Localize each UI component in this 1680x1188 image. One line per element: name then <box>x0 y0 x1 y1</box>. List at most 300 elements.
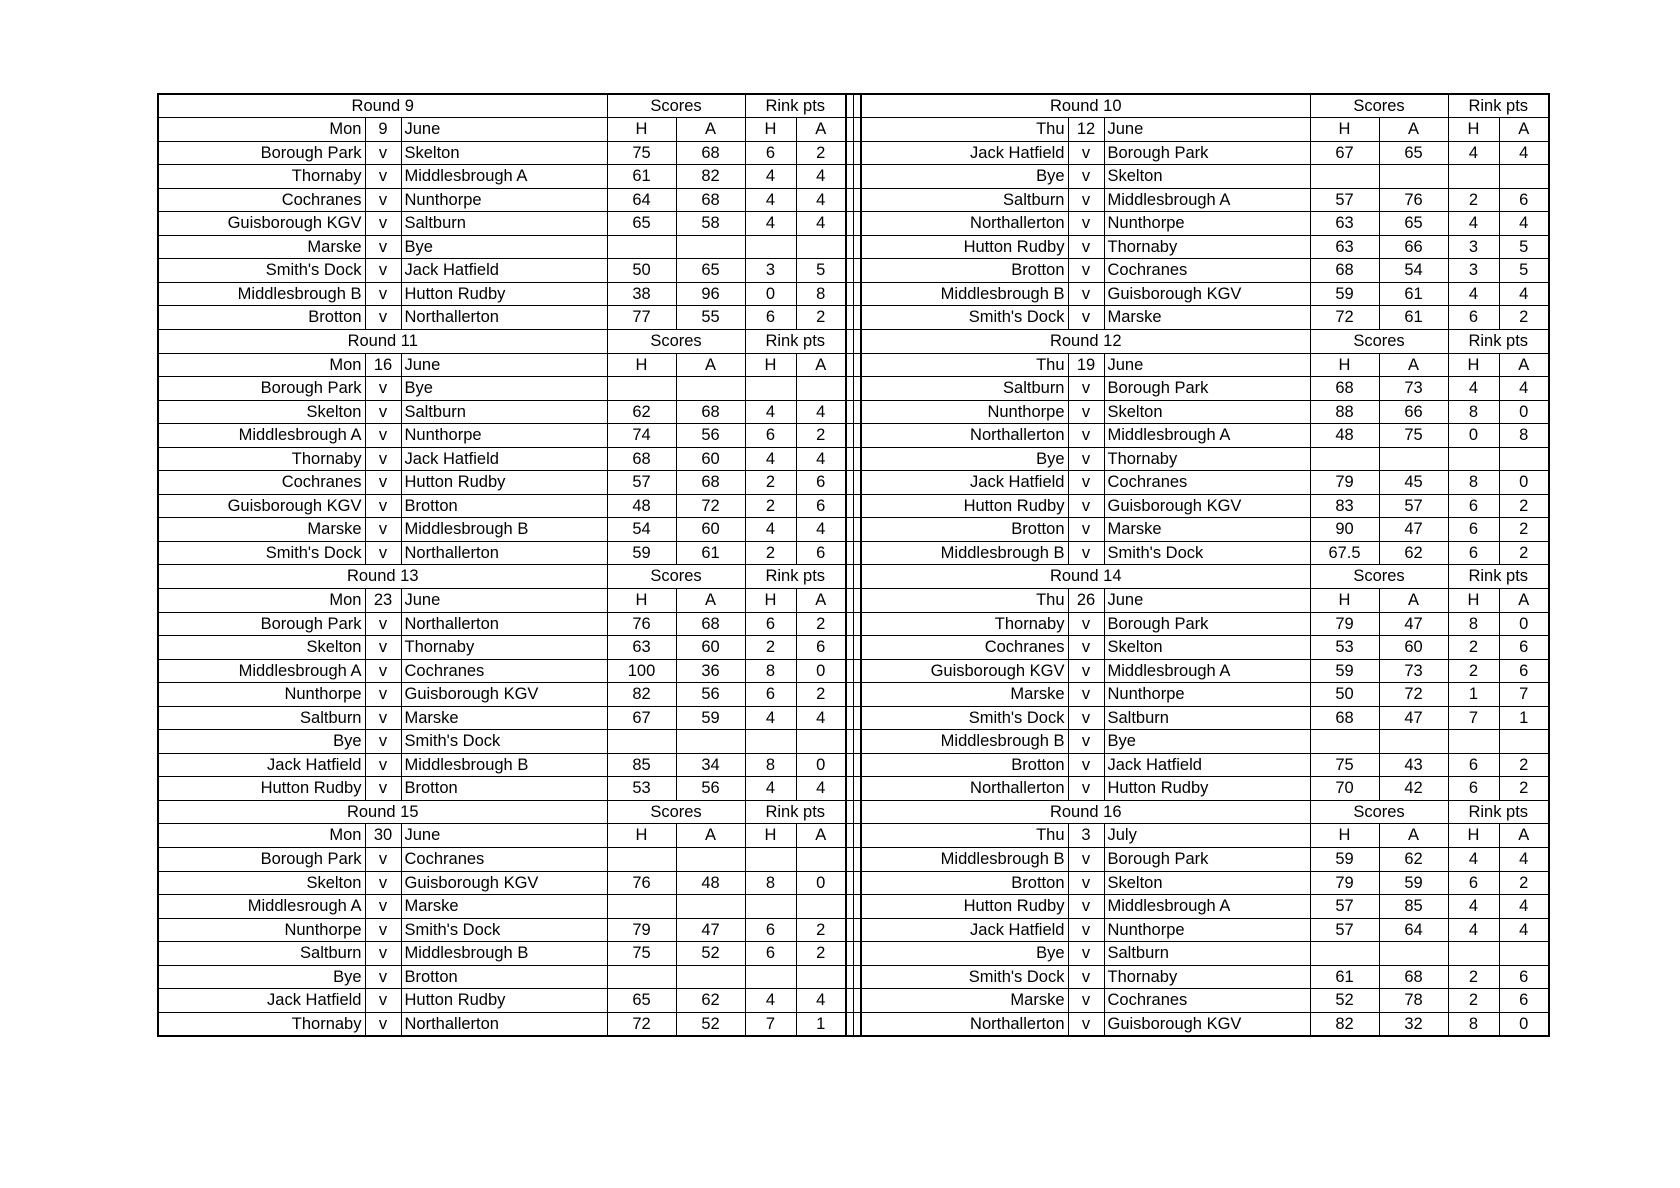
away-rink-points: 0 <box>1499 1012 1549 1036</box>
match-row <box>158 942 1549 966</box>
home-rink-points: 8 <box>745 871 796 895</box>
round-date: 3 <box>1068 824 1104 848</box>
home-team: Jack Hatfield <box>861 471 1068 495</box>
away-rink-points: 6 <box>1499 659 1549 683</box>
home-score: 57 <box>607 471 676 495</box>
column-divider <box>846 683 854 707</box>
home-team: Hutton Rudby <box>861 895 1068 919</box>
home-score: 63 <box>607 636 676 660</box>
home-score: 82 <box>607 683 676 707</box>
home-team: Saltburn <box>158 942 365 966</box>
versus-label: v <box>1068 777 1104 801</box>
home-rink-points <box>745 895 796 919</box>
home-score: 53 <box>1310 636 1379 660</box>
away-team: Saltburn <box>1104 706 1310 730</box>
away-team: Jack Hatfield <box>401 259 607 283</box>
column-divider <box>846 895 854 919</box>
away-team: Smith's Dock <box>1104 541 1310 565</box>
versus-label: v <box>365 659 401 683</box>
column-divider <box>846 165 854 189</box>
scores-away-header: A <box>1379 118 1448 142</box>
away-score <box>676 730 745 754</box>
away-team: Smith's Dock <box>401 918 607 942</box>
column-divider <box>846 800 854 824</box>
column-divider <box>846 471 854 495</box>
away-rink-points: 0 <box>1499 471 1549 495</box>
column-divider <box>846 824 854 848</box>
home-team: Jack Hatfield <box>158 989 365 1013</box>
home-score: 88 <box>1310 400 1379 424</box>
away-rink-points: 2 <box>1499 777 1549 801</box>
away-rink-points: 8 <box>796 282 846 306</box>
match-row <box>158 188 1549 212</box>
column-divider <box>854 377 862 401</box>
away-team: Saltburn <box>1104 942 1310 966</box>
away-score: 61 <box>1379 306 1448 330</box>
home-score: 77 <box>607 306 676 330</box>
column-divider <box>854 259 862 283</box>
home-rink-points: 4 <box>1448 377 1499 401</box>
home-score: 65 <box>607 989 676 1013</box>
home-rink-points: 4 <box>745 188 796 212</box>
home-rink-points: 6 <box>745 141 796 165</box>
column-divider <box>846 306 854 330</box>
home-rink-points: 8 <box>1448 471 1499 495</box>
away-score: 62 <box>676 989 745 1013</box>
home-rink-points: 6 <box>1448 541 1499 565</box>
home-rink-points: 8 <box>745 753 796 777</box>
away-team: Skelton <box>1104 400 1310 424</box>
column-divider <box>846 282 854 306</box>
away-score: 64 <box>1379 918 1448 942</box>
versus-label: v <box>365 730 401 754</box>
away-team: Jack Hatfield <box>1104 753 1310 777</box>
column-divider <box>846 212 854 236</box>
away-score <box>1379 942 1448 966</box>
match-row <box>158 212 1549 236</box>
versus-label: v <box>365 636 401 660</box>
away-team: Borough Park <box>1104 377 1310 401</box>
column-divider <box>846 565 854 589</box>
home-team: Hutton Rudby <box>158 777 365 801</box>
away-team: Northallerton <box>401 1012 607 1036</box>
home-rink-points: 6 <box>1448 518 1499 542</box>
match-row <box>158 1012 1549 1036</box>
scores-header: Scores <box>607 565 745 589</box>
away-rink-points <box>1499 447 1549 471</box>
away-team: Middlesbrough A <box>1104 659 1310 683</box>
home-score: 75 <box>607 942 676 966</box>
away-team: Northallerton <box>401 306 607 330</box>
home-rink-points <box>1448 942 1499 966</box>
versus-label: v <box>365 400 401 424</box>
away-rink-points: 7 <box>1499 683 1549 707</box>
away-score: 59 <box>676 706 745 730</box>
away-rink-points <box>796 965 846 989</box>
home-score: 48 <box>1310 424 1379 448</box>
match-row <box>158 989 1549 1013</box>
rink-pts-header: Rink pts <box>1448 565 1549 589</box>
home-score: 68 <box>1310 377 1379 401</box>
match-row <box>158 235 1549 259</box>
away-rink-points: 2 <box>796 306 846 330</box>
home-rink-points: 4 <box>745 777 796 801</box>
away-score: 62 <box>1379 848 1448 872</box>
rink-pts-header: Rink pts <box>1448 800 1549 824</box>
versus-label: v <box>1068 989 1104 1013</box>
away-score: 66 <box>1379 400 1448 424</box>
home-score: 79 <box>1310 471 1379 495</box>
home-score: 67.5 <box>1310 541 1379 565</box>
match-row <box>158 494 1549 518</box>
rink-away-header: A <box>1499 588 1549 612</box>
home-rink-points: 1 <box>1448 683 1499 707</box>
scores-header: Scores <box>607 94 745 118</box>
versus-label: v <box>1068 612 1104 636</box>
versus-label: v <box>365 706 401 730</box>
away-team: Hutton Rudby <box>401 471 607 495</box>
home-score: 62 <box>607 400 676 424</box>
home-team: Borough Park <box>158 848 365 872</box>
home-rink-points: 8 <box>1448 400 1499 424</box>
away-score: 82 <box>676 165 745 189</box>
home-score: 79 <box>1310 612 1379 636</box>
away-score: 68 <box>676 471 745 495</box>
home-team: Smith's Dock <box>158 259 365 283</box>
home-team: Cochranes <box>861 636 1068 660</box>
away-team: Nunthorpe <box>1104 918 1310 942</box>
away-rink-points: 2 <box>1499 871 1549 895</box>
away-team: Brotton <box>401 494 607 518</box>
round-day: Thu <box>861 118 1068 142</box>
column-divider <box>854 989 862 1013</box>
home-score: 82 <box>1310 1012 1379 1036</box>
match-row <box>158 871 1549 895</box>
away-score: 68 <box>676 400 745 424</box>
away-team: Marske <box>401 706 607 730</box>
away-rink-points <box>796 235 846 259</box>
versus-label: v <box>1068 306 1104 330</box>
versus-label: v <box>1068 706 1104 730</box>
column-divider <box>846 612 854 636</box>
away-rink-points: 6 <box>1499 188 1549 212</box>
away-rink-points: 4 <box>796 400 846 424</box>
column-divider <box>846 753 854 777</box>
home-rink-points: 2 <box>1448 965 1499 989</box>
away-rink-points <box>1499 165 1549 189</box>
round-header-row <box>158 329 1549 353</box>
home-score: 65 <box>607 212 676 236</box>
column-divider <box>846 989 854 1013</box>
column-divider <box>854 353 862 377</box>
away-rink-points: 0 <box>796 659 846 683</box>
away-team: Guisborough KGV <box>1104 494 1310 518</box>
match-row <box>158 848 1549 872</box>
away-team: Skelton <box>1104 165 1310 189</box>
versus-label: v <box>1068 918 1104 942</box>
home-rink-points: 4 <box>1448 848 1499 872</box>
home-team: Northallerton <box>861 424 1068 448</box>
away-score: 68 <box>1379 965 1448 989</box>
away-score: 47 <box>1379 706 1448 730</box>
home-score: 57 <box>1310 918 1379 942</box>
column-divider <box>846 942 854 966</box>
versus-label: v <box>1068 424 1104 448</box>
versus-label: v <box>1068 730 1104 754</box>
rink-away-header: A <box>796 588 846 612</box>
column-divider <box>854 424 862 448</box>
home-score: 76 <box>607 612 676 636</box>
round-title: Round 10 <box>861 94 1310 118</box>
home-team: Nunthorpe <box>861 400 1068 424</box>
home-team: Borough Park <box>158 141 365 165</box>
home-team: Hutton Rudby <box>861 235 1068 259</box>
home-score <box>607 848 676 872</box>
round-header-row <box>158 94 1549 118</box>
away-rink-points: 4 <box>796 447 846 471</box>
home-score: 52 <box>1310 989 1379 1013</box>
versus-label: v <box>1068 212 1104 236</box>
away-team: Saltburn <box>401 400 607 424</box>
away-score: 60 <box>676 636 745 660</box>
away-rink-points: 4 <box>1499 918 1549 942</box>
versus-label: v <box>365 895 401 919</box>
home-team: Smith's Dock <box>861 965 1068 989</box>
home-score: 63 <box>1310 212 1379 236</box>
column-divider <box>854 165 862 189</box>
versus-label: v <box>1068 871 1104 895</box>
away-rink-points: 2 <box>796 141 846 165</box>
away-team: Brotton <box>401 965 607 989</box>
home-rink-points: 4 <box>1448 918 1499 942</box>
home-team: Cochranes <box>158 471 365 495</box>
away-team: Northallerton <box>401 612 607 636</box>
rink-pts-header: Rink pts <box>1448 94 1549 118</box>
round-title: Round 13 <box>158 565 607 589</box>
column-divider <box>846 424 854 448</box>
home-score: 53 <box>607 777 676 801</box>
home-team: Bye <box>861 165 1068 189</box>
match-row <box>158 612 1549 636</box>
column-divider <box>846 706 854 730</box>
versus-label: v <box>1068 141 1104 165</box>
away-rink-points: 8 <box>1499 424 1549 448</box>
versus-label: v <box>365 259 401 283</box>
fixtures-results-table <box>157 93 1550 1037</box>
versus-label: v <box>365 989 401 1013</box>
away-score: 56 <box>676 777 745 801</box>
away-score: 57 <box>1379 494 1448 518</box>
column-divider <box>854 753 862 777</box>
home-score: 70 <box>1310 777 1379 801</box>
match-row <box>158 895 1549 919</box>
away-team: Hutton Rudby <box>401 282 607 306</box>
home-rink-points: 3 <box>1448 259 1499 283</box>
home-score: 90 <box>1310 518 1379 542</box>
scores-away-header: A <box>676 353 745 377</box>
scores-away-header: A <box>676 588 745 612</box>
away-rink-points: 4 <box>1499 212 1549 236</box>
column-divider <box>846 94 854 118</box>
away-team: Hutton Rudby <box>401 989 607 1013</box>
away-rink-points: 6 <box>1499 965 1549 989</box>
match-row <box>158 636 1549 660</box>
away-rink-points: 6 <box>1499 989 1549 1013</box>
column-divider <box>846 965 854 989</box>
home-score <box>1310 730 1379 754</box>
rink-away-header: A <box>1499 118 1549 142</box>
home-rink-points: 3 <box>1448 235 1499 259</box>
home-rink-points: 2 <box>1448 659 1499 683</box>
scores-home-header: H <box>607 353 676 377</box>
scores-header: Scores <box>1310 565 1448 589</box>
home-team: Middlesbrough B <box>158 282 365 306</box>
home-rink-points <box>1448 447 1499 471</box>
home-rink-points: 0 <box>745 282 796 306</box>
home-score: 67 <box>607 706 676 730</box>
away-rink-points: 4 <box>796 706 846 730</box>
column-divider <box>854 282 862 306</box>
away-team: Skelton <box>1104 871 1310 895</box>
away-team: Middlesbrough A <box>1104 895 1310 919</box>
home-team: Northallerton <box>861 777 1068 801</box>
versus-label: v <box>1068 1012 1104 1036</box>
versus-label: v <box>1068 165 1104 189</box>
home-score: 67 <box>1310 141 1379 165</box>
home-team: Nunthorpe <box>158 683 365 707</box>
column-divider <box>854 824 862 848</box>
column-divider <box>854 565 862 589</box>
away-score: 68 <box>676 141 745 165</box>
versus-label: v <box>365 848 401 872</box>
away-team: Bye <box>401 235 607 259</box>
home-rink-points: 4 <box>745 165 796 189</box>
column-divider <box>846 447 854 471</box>
round-date: 26 <box>1068 588 1104 612</box>
home-score: 59 <box>607 541 676 565</box>
home-team: Marske <box>861 989 1068 1013</box>
scores-home-header: H <box>607 588 676 612</box>
column-divider <box>854 730 862 754</box>
home-rink-points: 2 <box>745 494 796 518</box>
home-team: Smith's Dock <box>861 706 1068 730</box>
home-score: 38 <box>607 282 676 306</box>
column-divider <box>854 800 862 824</box>
away-rink-points: 6 <box>1499 636 1549 660</box>
away-score: 59 <box>1379 871 1448 895</box>
away-team: Borough Park <box>1104 612 1310 636</box>
away-score: 45 <box>1379 471 1448 495</box>
rink-home-header: H <box>1448 353 1499 377</box>
away-rink-points: 2 <box>796 424 846 448</box>
home-score: 59 <box>1310 659 1379 683</box>
versus-label: v <box>1068 942 1104 966</box>
home-team: Brotton <box>861 259 1068 283</box>
away-score: 55 <box>676 306 745 330</box>
rink-home-header: H <box>1448 588 1499 612</box>
away-score: 85 <box>1379 895 1448 919</box>
scores-header: Scores <box>1310 329 1448 353</box>
home-rink-points: 6 <box>1448 306 1499 330</box>
column-divider <box>846 541 854 565</box>
versus-label: v <box>365 188 401 212</box>
home-team: Thornaby <box>158 165 365 189</box>
versus-label: v <box>365 683 401 707</box>
home-rink-points: 2 <box>745 541 796 565</box>
away-team: Thornaby <box>1104 447 1310 471</box>
away-team: Saltburn <box>401 212 607 236</box>
away-rink-points <box>796 895 846 919</box>
versus-label: v <box>365 235 401 259</box>
versus-label: v <box>365 918 401 942</box>
away-team: Guisborough KGV <box>401 871 607 895</box>
versus-label: v <box>1068 447 1104 471</box>
away-score: 47 <box>1379 612 1448 636</box>
column-divider <box>854 848 862 872</box>
versus-label: v <box>1068 188 1104 212</box>
round-title: Round 15 <box>158 800 607 824</box>
home-score: 72 <box>607 1012 676 1036</box>
away-score <box>676 895 745 919</box>
away-score <box>1379 447 1448 471</box>
home-score: 59 <box>1310 848 1379 872</box>
home-team: Middlesbrough A <box>158 659 365 683</box>
column-divider <box>854 612 862 636</box>
versus-label: v <box>1068 683 1104 707</box>
round-month: June <box>1104 353 1310 377</box>
away-rink-points: 6 <box>796 541 846 565</box>
away-rink-points: 1 <box>1499 706 1549 730</box>
home-rink-points: 2 <box>1448 188 1499 212</box>
versus-label: v <box>365 447 401 471</box>
versus-label: v <box>365 518 401 542</box>
home-team: Jack Hatfield <box>158 753 365 777</box>
match-row <box>158 518 1549 542</box>
match-row <box>158 424 1549 448</box>
versus-label: v <box>365 871 401 895</box>
away-team: Cochranes <box>1104 259 1310 283</box>
round-title: Round 14 <box>861 565 1310 589</box>
away-score: 72 <box>1379 683 1448 707</box>
home-team: Smith's Dock <box>861 306 1068 330</box>
home-score: 83 <box>1310 494 1379 518</box>
home-team: Guisborough KGV <box>158 494 365 518</box>
rink-home-header: H <box>745 824 796 848</box>
home-rink-points: 4 <box>1448 212 1499 236</box>
match-row <box>158 306 1549 330</box>
away-team: Guisborough KGV <box>1104 1012 1310 1036</box>
home-team: Middlesbrough A <box>158 424 365 448</box>
home-team: Middlesbrough B <box>861 282 1068 306</box>
home-score <box>607 965 676 989</box>
column-divider <box>854 706 862 730</box>
away-score <box>676 965 745 989</box>
column-divider <box>854 447 862 471</box>
away-team: Bye <box>1104 730 1310 754</box>
home-score: 72 <box>1310 306 1379 330</box>
home-score <box>607 895 676 919</box>
away-rink-points: 0 <box>796 753 846 777</box>
home-score: 79 <box>607 918 676 942</box>
away-score: 34 <box>676 753 745 777</box>
away-rink-points: 4 <box>796 777 846 801</box>
home-team: Guisborough KGV <box>861 659 1068 683</box>
scores-home-header: H <box>1310 118 1379 142</box>
home-score <box>607 235 676 259</box>
away-score: 32 <box>1379 1012 1448 1036</box>
home-rink-points <box>745 848 796 872</box>
round-month: June <box>401 588 607 612</box>
